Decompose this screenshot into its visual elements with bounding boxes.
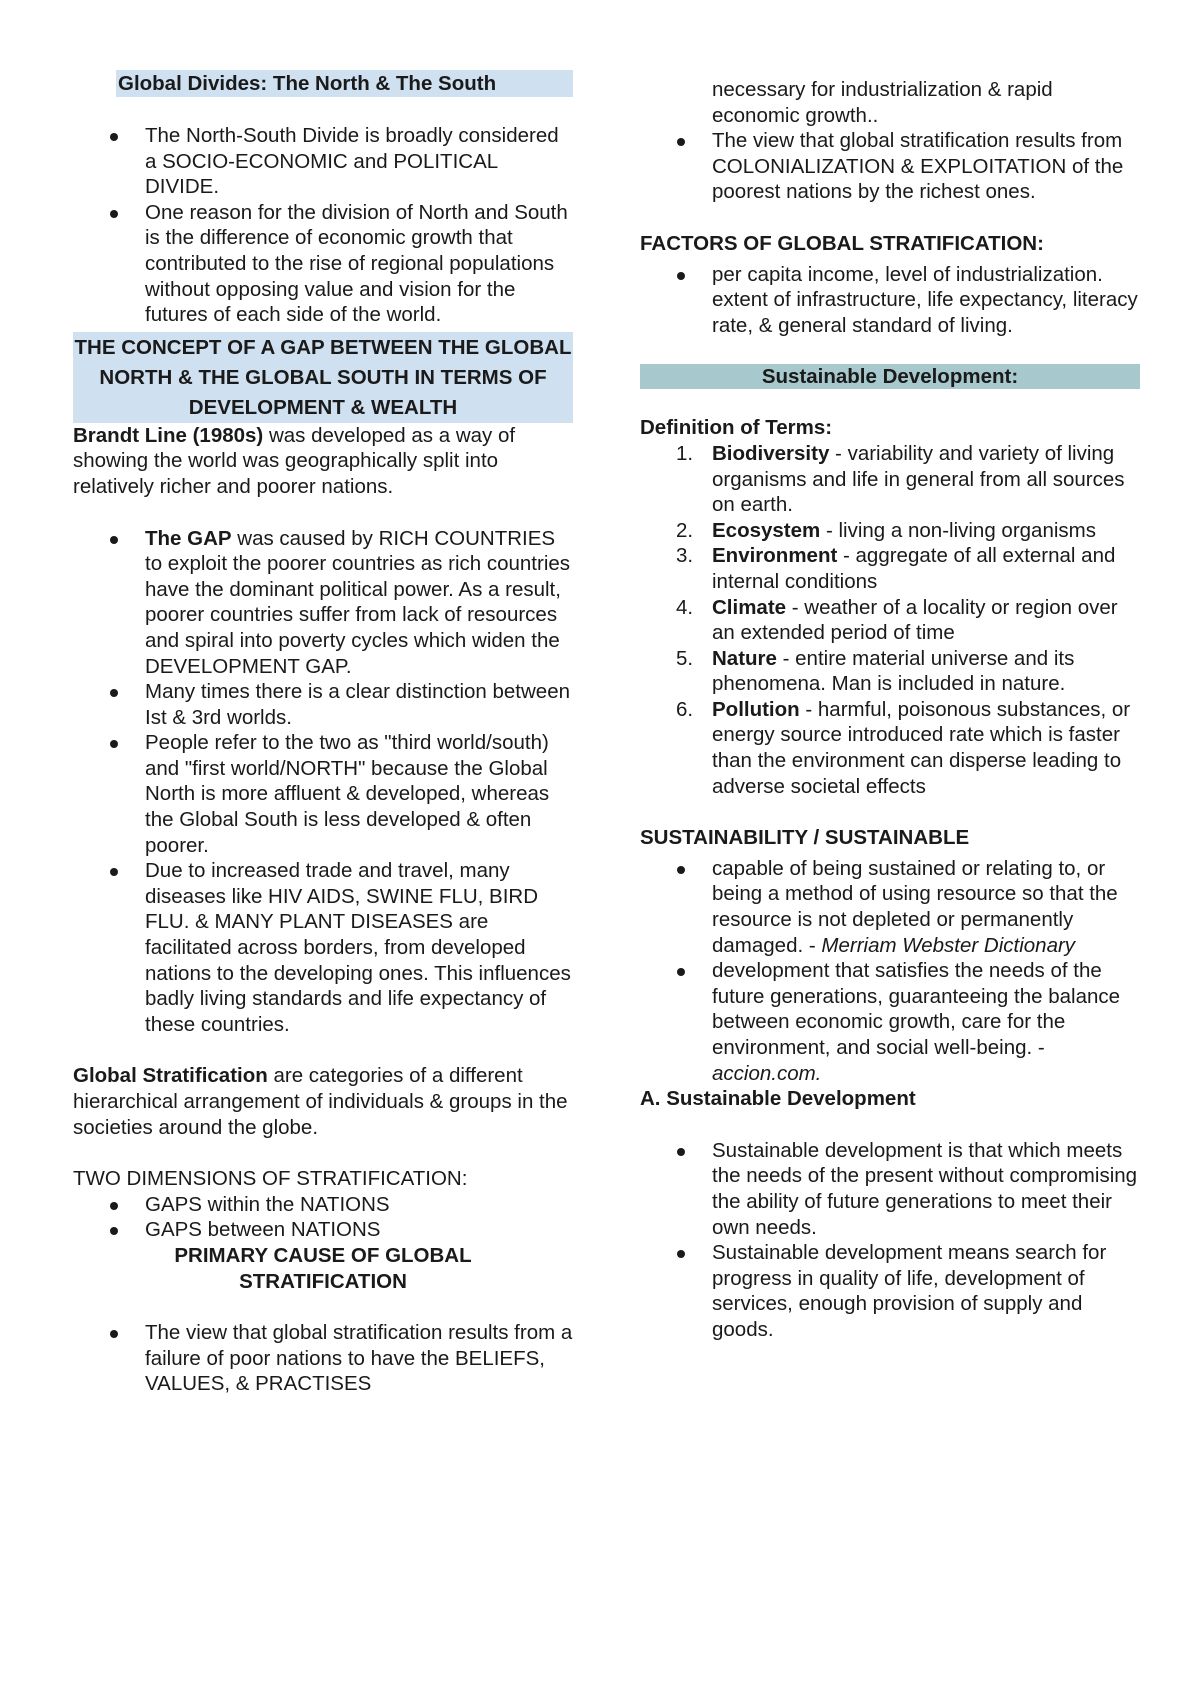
source-citation: accion.com.: [712, 1061, 822, 1085]
definition-item: 3. Environment - aggregate of all external and internal conditions: [676, 544, 1116, 593]
dimensions-heading: TWO DIMENSIONS OF STRATIFICATION:: [73, 1167, 468, 1191]
source-citation: Merriam Webster Dictionary: [821, 933, 1076, 957]
left-column: [73, 70, 573, 1397]
stratification-term: Global Stratification: [73, 1064, 268, 1088]
definition-text: - variability and variety of living organisms and life in general from all sources on earth.: [712, 441, 1125, 517]
definition-term: Ecosystem: [712, 518, 821, 542]
definition-term: Environment: [712, 544, 838, 568]
primary-cause-heading: PRIMARY CAUSE OF GLOBAL STRATIFICATION: [174, 1243, 472, 1293]
definition-term: Climate: [712, 595, 787, 619]
definition-item: 1. Biodiversity - variability and variety of living organisms and life in general from all sources on earth.: [676, 441, 1125, 517]
list-item: GAPS between NATIONS: [73, 1217, 573, 1243]
definition-text: - harmful, poisonous substances, or energy source introduced rate which is faster than the environment can disperse leading to adverse societal effects: [712, 697, 1131, 798]
list-item: Many times there is a clear distinction between Ist & 3rd worlds.: [73, 679, 573, 730]
stratification-paragraph: [73, 1063, 573, 1140]
list-item: The view that global stratification results from a failure of poor nations to have the BELIEFS, VALUES, & PRACTISES: [73, 1320, 573, 1397]
concept-heading: THE CONCEPT OF A GAP BETWEEN THE GLOBAL NORTH & THE GLOBAL SOUTH IN TERMS OF DEVELOPMENT & WEALTH: [73, 332, 573, 423]
intro-bullet-list: [73, 123, 573, 328]
section-a-list: [640, 1138, 1140, 1343]
factors-list: [640, 262, 1140, 339]
definition-term: Biodiversity: [712, 441, 830, 465]
definition-text: - weather of a locality or region over an extended period of time: [712, 595, 1118, 645]
colonial-list: [640, 128, 1140, 205]
list-item: GAPS within the NATIONS: [73, 1192, 573, 1218]
list-item: Sustainable development is that which meets the needs of the present without compromising the ability of future generations to meet their own needs.: [640, 1138, 1140, 1240]
list-item: development that satisfies the needs of the future generations, guaranteeing the balance between economic growth, care for the environment, and social well-being. - accion.com.: [640, 958, 1140, 1086]
list-item: The view that global stratification results from COLONIALIZATION & EXPLOITATION of the poorest nations by the richest ones.: [640, 128, 1140, 205]
list-item: Due to increased trade and travel, many diseases like HIV AIDS, SWINE FLU, BIRD FLU. & MANY PLANT DISEASES are facilitated across borders, from developed nations to the developing ones. This influences badly living standards and life expectancy of these countries.: [73, 858, 573, 1037]
list-item: One reason for the division of North and South is the difference of economic growth that contributed to the rise of regional populations without opposing value and vision for the futures of each side of the world.: [73, 200, 573, 328]
list-item: The North-South Divide is broadly considered a SOCIO-ECONOMIC and POLITICAL DIVIDE.: [73, 123, 573, 200]
definition-item: 5. Nature - entire material universe and its phenomena. Man is included in nature.: [676, 646, 1075, 696]
dimensions-list: [73, 1192, 573, 1243]
sustainability-list: [640, 856, 1140, 1086]
definition-item: 2. Ecosystem - living a non-living organisms: [676, 518, 1096, 542]
continuation-text: necessary for industrialization & rapid economic growth..: [712, 78, 1053, 127]
list-item: [73, 526, 573, 680]
definition-item: 4. Climate - weather of a locality or region over an extended period of time: [676, 595, 1118, 645]
right-column: [640, 77, 1140, 1343]
sustainability-heading: SUSTAINABILITY / SUSTAINABLE: [640, 826, 970, 850]
list-item: per capita income, level of industrialization. extent of infrastructure, life expectancy, literacy rate, & general standard of living.: [640, 262, 1140, 339]
brandt-text: was developed as a way of showing the world was geographically split into relatively richer and poorer nations.: [73, 423, 516, 498]
brandt-paragraph: [73, 423, 573, 500]
list-item: capable of being sustained or relating to, or being a method of using resource so that the resource is not depleted or permanently damaged. - Merriam Webster Dictionary: [640, 856, 1140, 958]
primary-cause-list: [73, 1320, 573, 1397]
definition-text: - aggregate of all external and internal conditions: [712, 544, 1116, 593]
gap-bullet-list: [73, 526, 573, 1038]
section-a-heading: A. Sustainable Development: [640, 1087, 916, 1111]
stratification-text: are categories of a different hierarchical arrangement of individuals & groups in the societies around the globe.: [73, 1064, 568, 1139]
definitions-heading: Definition of Terms:: [640, 416, 833, 440]
definition-text: - living a non-living organisms: [820, 518, 1096, 542]
list-item: Sustainable development means search for progress in quality of life, development of services, enough provision of supply and goods.: [640, 1240, 1140, 1342]
list-item: People refer to the two as "third world/south) and "first world/NORTH" because the Global North is more affluent & developed, whereas the Global South is less developed & often poorer.: [73, 730, 573, 858]
gap-term: The GAP: [145, 526, 232, 550]
gap-text: was caused by RICH COUNTRIES to exploit the poorer countries as rich countries have the dominant political power. As a result, poorer countries suffer from lack of resources and spiral into poverty cycles which widen the DEVELOPMENT GAP.: [145, 526, 571, 678]
definition-item: 6. Pollution - harmful, poisonous substances, or energy source introduced rate which is faster than the environment can disperse leading to adverse societal effects: [676, 697, 1131, 798]
section-title-global-divides: Global Divides: The North & The South: [116, 70, 573, 97]
definition-term: Pollution: [712, 697, 800, 721]
definition-text: - entire material universe and its phenomena. Man is included in nature.: [712, 646, 1075, 696]
definition-term: Nature: [712, 646, 777, 670]
factors-heading: FACTORS OF GLOBAL STRATIFICATION:: [640, 231, 1044, 255]
definitions-list: [640, 441, 1140, 799]
brandt-term: Brandt Line (1980s): [73, 423, 264, 447]
sustainable-development-heading: Sustainable Development:: [640, 364, 1140, 389]
